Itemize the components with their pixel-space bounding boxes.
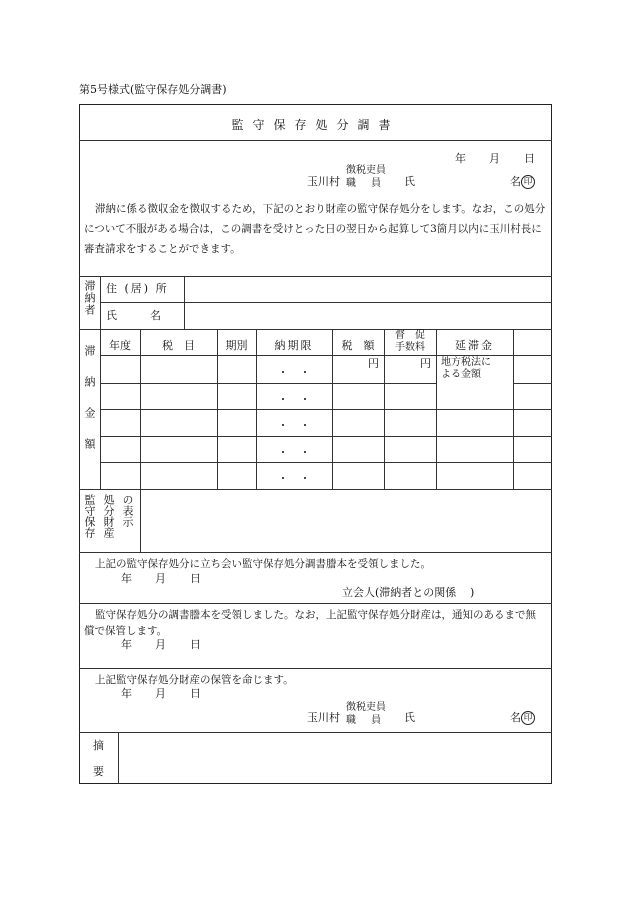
issuer-name-label: 氏	[404, 175, 415, 188]
document-title: 監守保存処分調書	[231, 118, 400, 132]
witness-date-month: 月	[155, 572, 166, 585]
order-issuer-role-line1: 徴税吏員	[346, 702, 386, 713]
order-date-month: 月	[155, 687, 166, 700]
column-divider	[332, 329, 333, 489]
divider	[79, 489, 552, 490]
header-year: 年度	[109, 339, 131, 352]
divider	[100, 383, 436, 384]
order-issuer-role-line2: 職 員	[346, 715, 388, 726]
order-issuer-name-label: 氏	[404, 711, 415, 724]
property-label-col3: の表示	[121, 494, 134, 527]
order-date-year: 年	[121, 687, 132, 700]
divider	[79, 329, 552, 330]
date-month-label: 月	[489, 152, 500, 165]
address-label: 住 (居) 所	[106, 282, 169, 295]
due-date-dots: ・ ・	[277, 393, 311, 406]
header-fee-line2: 手数料	[395, 342, 425, 353]
divider	[79, 668, 552, 669]
due-date-dots: ・ ・	[277, 472, 311, 485]
divider	[79, 140, 552, 141]
divider	[100, 462, 552, 463]
order-date-day: 日	[190, 687, 201, 700]
date-year-label: 年	[455, 152, 466, 165]
receipt-text: 監守保存処分の調書謄本を受領しました。なお，上記監守保存処分財産は，通知のあるまで無償で保管します。	[84, 609, 536, 637]
fee-unit: 円	[420, 357, 431, 370]
issuer-role-line1: 徴税吏員	[346, 165, 386, 176]
date-day-label: 日	[524, 152, 535, 165]
divider	[100, 355, 552, 356]
due-date-dots: ・ ・	[277, 366, 311, 379]
divider	[79, 276, 552, 277]
receipt-date-year: 年	[121, 638, 132, 651]
notice-text: 滞納に係る徴収金を徴収するため，下記のとおり財産の監守保存処分をします。なお，この処分について不服がある場合は，この調書を受けとった日の翌日から起算して3箇月以内に玉川村長に審査請求をすることができます。	[84, 203, 546, 255]
column-divider	[256, 329, 257, 489]
divider	[79, 552, 552, 553]
order-issuer-village: 玉川村	[307, 711, 340, 724]
property-label-col1: 監守保存	[83, 494, 96, 538]
amount-group-label: 滞納金額	[83, 345, 96, 469]
witness-text: 上記の監守保存処分に立ち会い監守保存処分調書謄本を受領しました。	[95, 558, 431, 570]
witness-label: 立会人(滞納者との関係	[342, 586, 457, 599]
remarks-label-top: 摘	[93, 739, 104, 752]
late-fee-note-line1: 地方税法に	[441, 357, 491, 368]
seal-icon: 印	[521, 175, 535, 189]
column-divider	[436, 329, 437, 489]
witness-close-paren: )	[470, 586, 475, 599]
order-text: 上記監守保存処分財産の保管を命じます。	[95, 674, 294, 686]
name-suffix: 名	[510, 711, 521, 724]
header-tax-item: 税 目	[162, 339, 195, 352]
late-fee-note-line2: よる金額	[441, 369, 481, 380]
witness-date-year: 年	[121, 572, 132, 585]
tax-amount-unit: 円	[368, 357, 379, 370]
order-issuer-signature	[510, 711, 535, 725]
column-divider	[118, 732, 119, 784]
divider	[513, 383, 552, 384]
divider	[100, 302, 552, 303]
receipt-date-month: 月	[155, 638, 166, 651]
column-divider	[140, 329, 141, 489]
remarks-label-bottom: 要	[93, 765, 104, 778]
divider	[79, 732, 552, 733]
name-label: 氏 名	[106, 309, 161, 322]
form-number: 第5号様式(監守保存処分調書)	[79, 83, 227, 96]
divider	[100, 409, 552, 410]
issuer-role-line2: 職 員	[346, 178, 388, 189]
header-period: 期別	[225, 339, 248, 352]
column-divider	[140, 489, 141, 552]
due-date-dots: ・ ・	[277, 419, 311, 432]
column-divider	[100, 276, 101, 489]
column-divider	[184, 276, 185, 329]
name-suffix: 名	[510, 175, 521, 188]
header-late-fee: 延滞金	[455, 339, 494, 352]
witness-date-day: 日	[190, 572, 201, 585]
delinquent-group-label: 滞納者	[83, 280, 96, 316]
column-divider	[217, 329, 218, 489]
seal-icon: 印	[521, 711, 535, 725]
header-due-date: 納期限	[274, 339, 314, 352]
issuer-village: 玉川村	[307, 175, 340, 188]
divider	[100, 436, 552, 437]
header-fee-line1: 督 促	[395, 330, 425, 341]
divider	[79, 603, 552, 604]
column-divider	[513, 329, 514, 489]
header-tax-amount: 税 額	[341, 339, 375, 352]
due-date-dots: ・ ・	[277, 446, 311, 459]
issuer-signature	[510, 175, 535, 189]
property-label-col2: 処分財産	[102, 494, 115, 538]
receipt-date-day: 日	[190, 638, 201, 651]
